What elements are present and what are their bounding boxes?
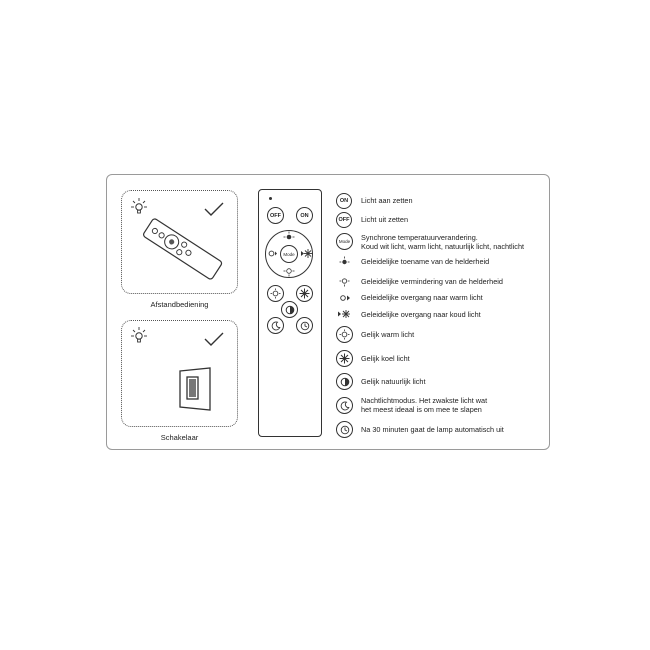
legend-cool-light-text: Gelijk koel licht [361,354,410,363]
remote-natural-light-button[interactable] [281,301,298,318]
wall-switch-icon [176,367,214,411]
sun-icon [270,288,281,299]
remote-off-button[interactable]: OFF [267,207,284,224]
brightness-up-icon [339,256,350,267]
legend-brightness-up-text: Geleidelijke toename van de helderheid [361,257,490,266]
half-circle-icon [340,377,350,387]
brightness-down-icon [339,276,350,287]
legend-cool-transition-text: Geleidelijke overgang naar koud licht [361,310,481,319]
checkmark-icon [203,331,225,347]
remote-caption: Afstandbediening [150,300,209,309]
remote-timer-button[interactable] [296,317,313,334]
legend-natural-light-icon [336,373,353,390]
remote-mode-button[interactable]: Mode [280,245,298,263]
legend-brightness-down-text: Geleidelijke vermindering van de helderheid [361,277,503,286]
legend-night-mode-text-line2: het meest ideaal is om mee te slapen [361,405,482,414]
legend-mode-text-line1: Synchrone temperatuurverandering. [361,233,478,242]
legend-timer-icon [336,421,353,438]
half-circle-icon [285,305,295,315]
legend-off-icon: OFF [336,212,352,228]
switch-caption: Schakelaar [160,433,199,442]
legend-mode-text-line2: Koud wit licht, warm licht, natuurlijk licht, nachtlicht [361,242,525,251]
remote-brightness-down-icon[interactable] [283,265,295,277]
legend-on-text: Licht aan zetten [361,196,413,205]
remote-night-mode-button[interactable] [267,317,284,334]
legend-natural-light-text: Gelijk natuurlijk licht [361,377,426,386]
legend-off-text: Licht uit zetten [361,215,409,224]
ir-led-dot [269,197,272,200]
moon-icon [340,401,350,411]
warm-transition-icon [338,293,351,303]
legend-warm-transition-text: Geleidelijke overgang naar warm licht [361,293,483,302]
snowflake-icon [299,288,310,299]
remote-cool-icon[interactable] [301,248,312,259]
legend-warm-light-text: Gelijk warm licht [361,330,415,339]
legend-mode-icon: Mode [336,233,353,250]
remote-warm-icon[interactable] [266,248,277,259]
bulb-icon [128,325,150,347]
tilted-remote-icon [136,212,228,284]
legend-warm-light-icon [336,326,353,343]
remote-warm-light-button[interactable] [267,285,284,302]
snowflake-icon [339,353,350,364]
cool-transition-icon [338,309,351,319]
legend-night-mode-icon [336,397,353,414]
timer-icon [340,425,350,435]
remote-cool-light-button[interactable] [296,285,313,302]
remote-on-button[interactable]: ON [296,207,313,224]
remote-brightness-up-icon[interactable] [283,231,295,243]
timer-icon [300,321,310,331]
remote-control [258,189,322,437]
moon-icon [271,321,281,331]
legend-on-icon: ON [336,193,352,209]
legend-cool-light-icon [336,350,353,367]
legend-timer-text: Na 30 minuten gaat de lamp automatisch uit [361,425,504,434]
legend-night-mode-text-line1: Nachtlichtmodus. Het zwakste licht wat [361,396,488,405]
sun-icon [339,329,350,340]
